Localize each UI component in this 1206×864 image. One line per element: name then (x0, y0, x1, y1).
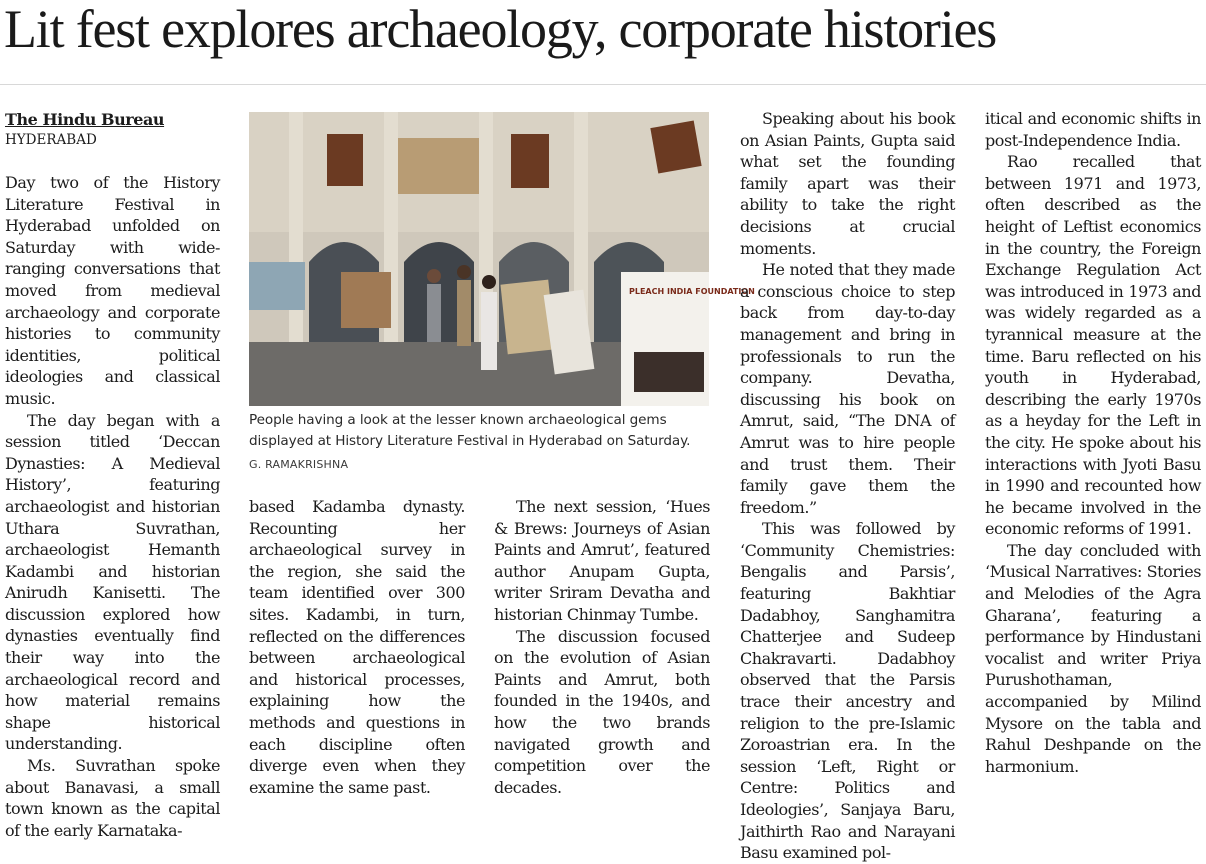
paragraph: Ms. Suvrathan spoke about Banavasi, a small town known as the capital of the early Karnataka- (5, 756, 220, 840)
dateline: HYDERABAD (5, 132, 97, 148)
article-column-5 (985, 108, 1201, 800)
headline: Lit fest explores archaeology, corporate histories (4, 0, 997, 59)
paragraph: The discussion focused on the evolution of Asian Paints and Amrut, both founded in the 1940s, and how the two brands navigated growth and competition over the decades. (494, 626, 710, 797)
article-column-4 (740, 108, 955, 863)
article-column-1 (5, 110, 220, 840)
paragraph: He noted that they made a conscious choice to step back from day-to-day management and bring in professionals to run the company. Devatha, discussing his book on Amrut, said, “The DNA of Amrut was to hire people and trust them. Their family gave them the freedom.” (740, 260, 955, 517)
article-column-3 (494, 496, 710, 800)
photo-credit: G. RAMAKRISHNA (249, 458, 349, 471)
paragraph: based Kadamba dynasty. Recounting her archaeological survey in the region, she said the team identified over 300 sites. Kadambi, in turn, reflected on the differences between archaeological and historical processes, explaining how the methods and questions in each discipline often diverge even when they examine the same past. (249, 497, 465, 797)
paragraph: The day began with a session titled ‘Deccan Dynasties: A Medieval History’, featuring archaeologist and historian Uthara Suvrathan, archaeologist Hemanth Kadambi and historian Anirudh Kanisetti. The discussion explored how dynasties eventually find their way into the archaeological record and how material remains shape historical understanding. (5, 410, 220, 754)
byline[interactable]: The Hindu Bureau (5, 110, 165, 129)
paragraph: Day two of the History Literature Festival in Hyderabad unfolded on Saturday with wide-ranging conversations that moved from medieval archaeology and corporate histories to community identities, political ideologies and classical music. (5, 173, 220, 408)
photo-caption: People having a look at the lesser known archaeological gems displayed at History Literature Festival in Hyderabad on Saturday. (249, 412, 691, 449)
paragraph: Rao recalled that between 1971 and 1973, often described as the height of Leftist economics in the country, the Foreign Exchange Regulation Act was introduced in 1973 and was widely regarded as a tyrannical measure at the time. Baru reflected on his youth in Hyderabad, describing the early 1970s as a heyday for the Left in the city. He spoke about his interactions with Jyoti Basu in 1990 and recounted how he became involved in the economic reforms of 1991. (985, 152, 1201, 539)
paragraph: The next session, ‘Hues & Brews: Journeys of Asian Paints and Amrut’, featured author Anupam Gupta, writer Sriram Devatha and historian Chinmay Tumbe. (494, 497, 710, 624)
event-photo-illustration (249, 112, 755, 406)
headline-rule (0, 84, 1206, 85)
paragraph: Speaking about his book on Asian Paints, Gupta said what set the founding family apart was their ability to take the right decisions at crucial moments. (740, 109, 955, 258)
paragraph: This was followed by ‘Community Chemistries: Bengalis and Parsis’, featuring Bakhtiar Dadabhoy, Sanghamitra Chatterjee and Sudeep Chakravarti. Dadabhoy observed that the Parsis trace their ancestry and religion to the pre-Islamic Zoroastrian era. In the session ‘Left, Right or Centre: Politics and Ideologies’, Sanjaya Baru, Jaithirth Rao and Narayani Basu examined pol- (740, 519, 955, 863)
paragraph: The day concluded with ‘Musical Narratives: Stories and Melodies of the Agra Gharana’, featuring a performance by Hindustani vocalist and writer Priya Purushothaman, accompanied by Milind Mysore on the tabla and Rahul Deshpande on the harmonium. (985, 540, 1201, 776)
article-column-2 (249, 496, 465, 800)
photo-panel-heading: PLEACH INDIA FOUNDATION (629, 287, 755, 296)
paragraph: itical and economic shifts in post-Independence India. (985, 109, 1201, 150)
event-photo (249, 112, 755, 406)
